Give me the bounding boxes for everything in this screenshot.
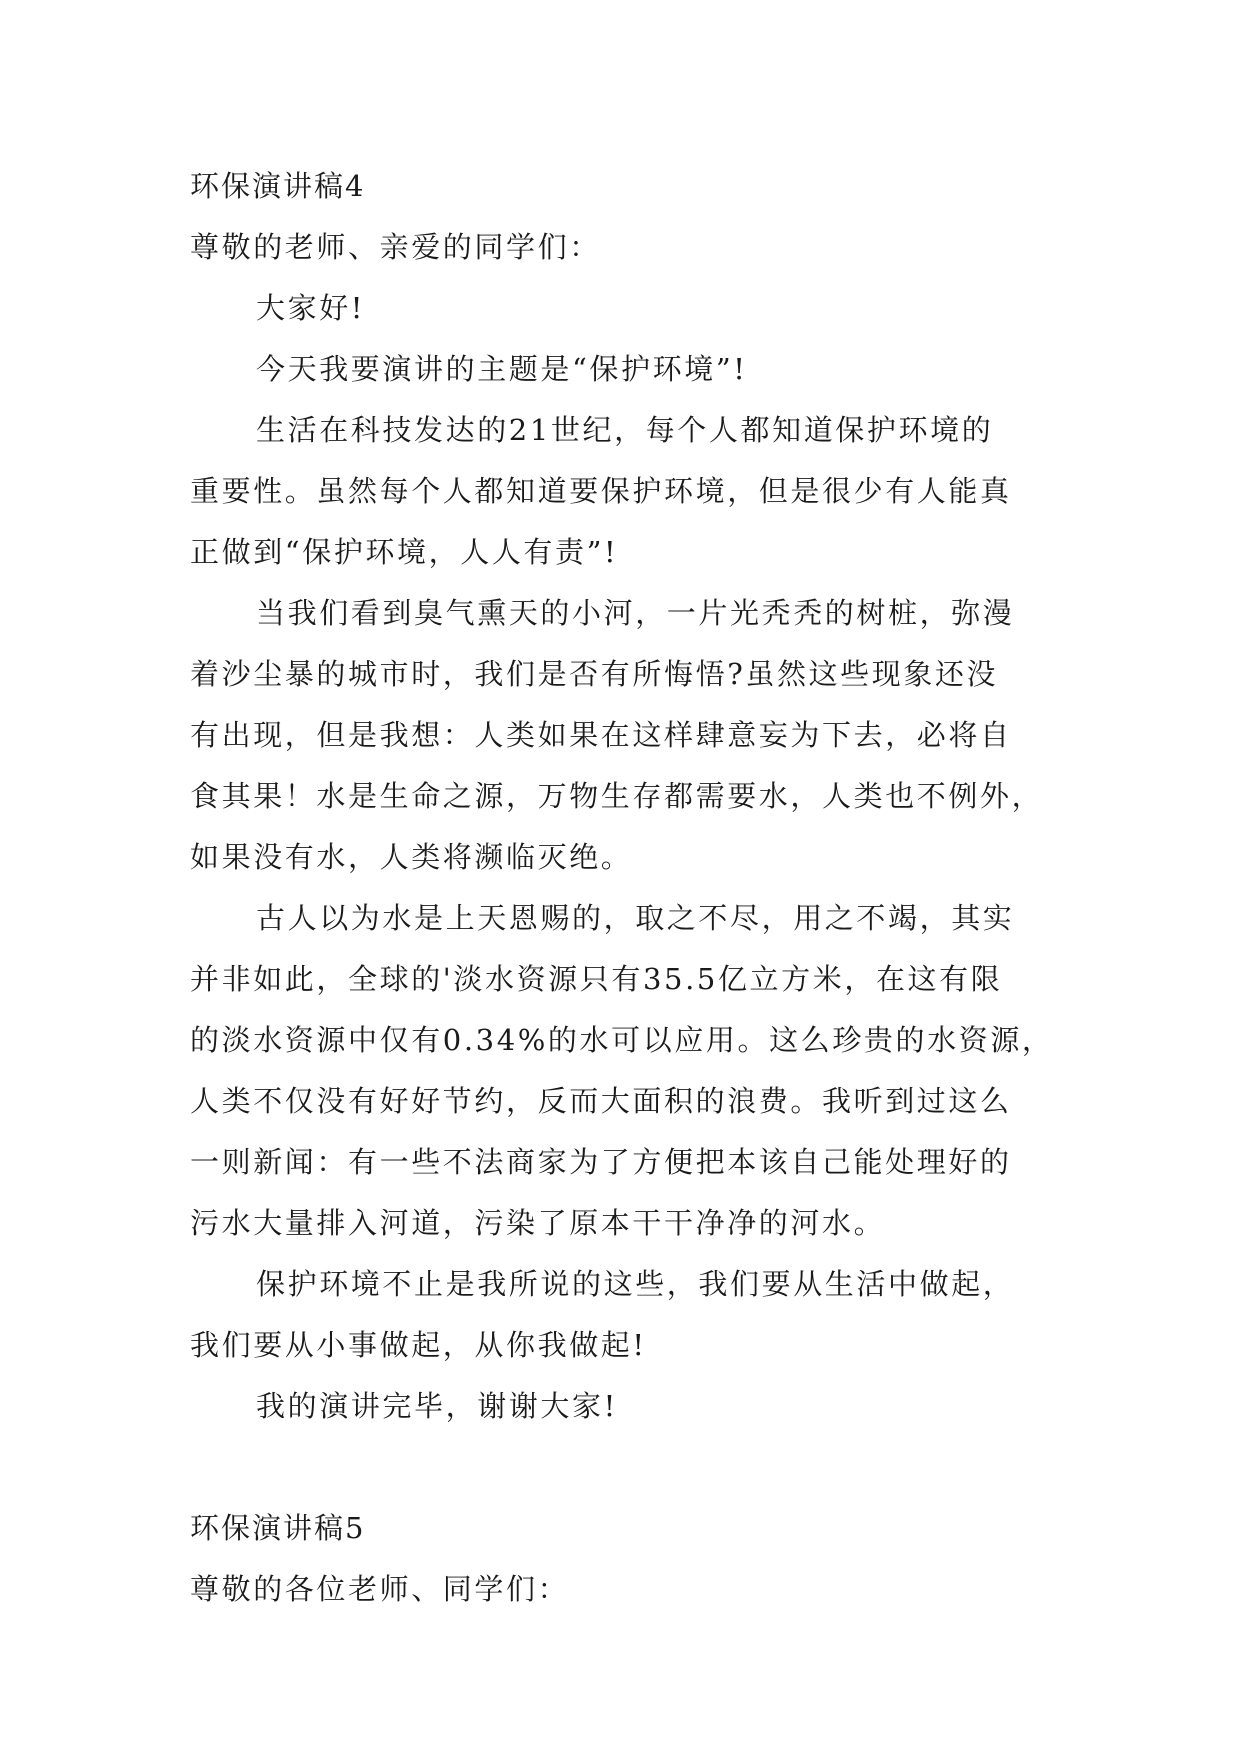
paragraph-line: 如果没有水，人类将濒临灭绝。 [190, 840, 633, 874]
paragraph-line: 当我们看到臭气熏天的小河，一片光秃秃的树桩，弥漫 [256, 596, 1015, 630]
paragraph-line: 着沙尘暴的城市时，我们是否有所悔悟?虽然这些现象还没 [190, 657, 999, 691]
section-title-4: 环保演讲稿4 [190, 169, 366, 203]
paragraph-line: 一则新闻：有一些不法商家为了方便把本该自己能处理好的 [190, 1145, 1012, 1179]
paragraph-line: 生活在科技发达的21世纪，每个人都知道保护环境的 [256, 413, 994, 447]
paragraph-line: 污水大量排入河道，污染了原本干干净净的河水。 [190, 1206, 886, 1240]
salutation-line: 尊敬的老师、亲爱的同学们： [190, 230, 601, 264]
paragraph-line: 保护环境不止是我所说的这些，我们要从生活中做起， [256, 1267, 1015, 1301]
paragraph-line: 重要性。虽然每个人都知道要保护环境，但是很少有人能真 [190, 474, 1012, 508]
section-title-5: 环保演讲稿5 [190, 1511, 366, 1545]
paragraph-line: 的淡水资源中仅有0.34%的水可以应用。这么珍贵的水资源， [190, 1023, 1054, 1057]
closing-line: 我的演讲完毕，谢谢大家! [256, 1389, 618, 1423]
paragraph-line: 古人以为水是上天恩赐的，取之不尽，用之不竭，其实 [256, 901, 1015, 935]
paragraph-line: 大家好! [256, 291, 366, 325]
paragraph-line: 正做到“保护环境，人人有责”! [190, 535, 619, 569]
paragraph-line: 有出现，但是我想：人类如果在这样肆意妄为下去，必将自 [190, 718, 1012, 752]
paragraph-line: 人类不仅没有好好节约，反而大面积的浪费。我听到过这么 [190, 1084, 1012, 1118]
paragraph-line: 食其果！水是生命之源，万物生存都需要水，人类也不例外， [190, 779, 1044, 813]
paragraph-line: 今天我要演讲的主题是“保护环境”! [256, 352, 748, 386]
salutation-line: 尊敬的各位老师、同学们： [190, 1572, 570, 1606]
paragraph-line: 并非如此，全球的'淡水资源只有35.5亿立方米，在这有限 [190, 962, 1003, 996]
paragraph-line: 我们要从小事做起，从你我做起! [190, 1328, 647, 1362]
